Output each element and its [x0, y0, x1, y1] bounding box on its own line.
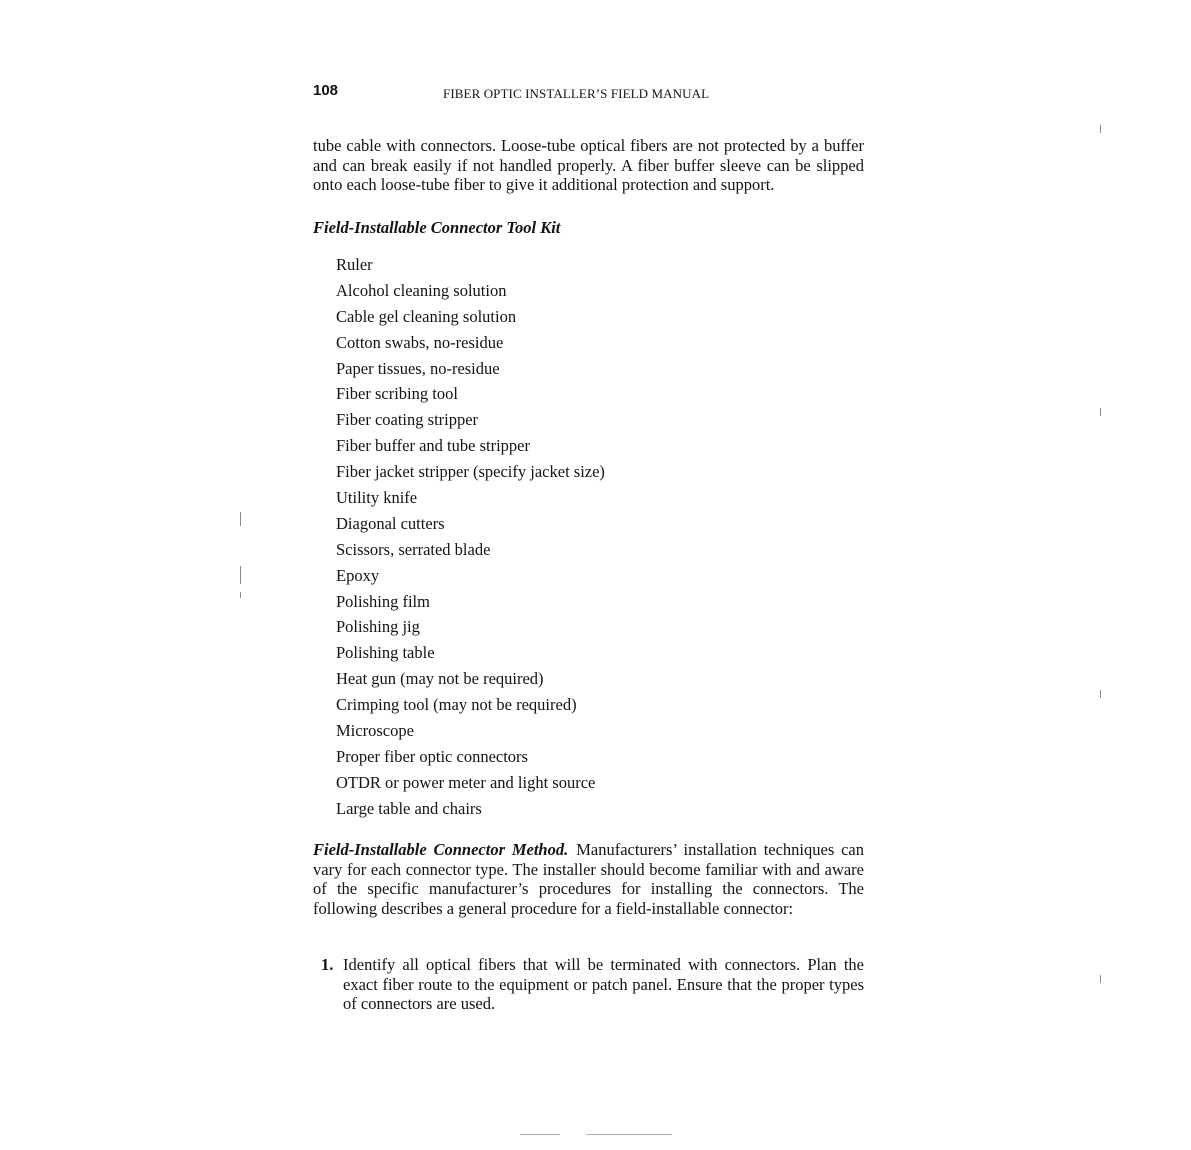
- tool-kit-item: Cable gel cleaning solution: [336, 306, 517, 326]
- tool-kit-heading: Field-Installable Connector Tool Kit: [313, 218, 561, 237]
- scan-mark-left-3: [240, 592, 241, 598]
- tool-kit-item: Polishing film: [336, 591, 430, 611]
- tool-kit-item: Polishing table: [336, 643, 435, 663]
- tool-kit-item: Crimping tool (may not be required): [336, 695, 577, 715]
- tool-kit-item: Alcohol cleaning solution: [336, 280, 507, 300]
- scan-mark-bottom-2: [586, 1134, 672, 1135]
- scan-mark-right-4: [1100, 975, 1101, 983]
- tool-kit-list: [336, 252, 605, 822]
- running-title: FIBER OPTIC INSTALLER’S FIELD MANUAL: [443, 86, 710, 101]
- method-heading: Field-Installable Connector Method.: [313, 840, 569, 859]
- method-paragraph: [313, 840, 864, 918]
- tool-kit-item: Fiber scribing tool: [336, 384, 458, 404]
- scan-mark-right-1: [1100, 125, 1101, 133]
- step-text: Identify all optical fibers that will be terminated with connectors. Plan the exact fiber route to the equipment or patch panel. Ensure that the proper types of connectors are used.: [343, 955, 864, 1013]
- method-text: Manufacturers’ installation techniques can vary for each connector type. The installer should become familiar with and aware of the specific manufacturer’s procedures for installing the connectors. The following describes a general procedure for a field-installable connector:: [313, 840, 864, 918]
- tool-kit-item: Scissors, serrated blade: [336, 539, 491, 559]
- tool-kit-item: Large table and chairs: [336, 798, 482, 818]
- tool-kit-item: Ruler: [336, 255, 373, 274]
- tool-kit-item: Polishing jig: [336, 617, 420, 637]
- tool-kit-item: Proper fiber optic connectors: [336, 746, 528, 766]
- tool-kit-item: Epoxy: [336, 565, 380, 585]
- scan-mark-left-2: [240, 566, 241, 584]
- scan-mark-bottom-1: [520, 1134, 560, 1135]
- tool-kit-item: Fiber buffer and tube stripper: [336, 436, 530, 456]
- tool-kit-item: Heat gun (may not be required): [336, 669, 544, 689]
- tool-kit-item: Utility knife: [336, 488, 418, 508]
- tool-kit-item: Microscope: [336, 721, 414, 741]
- tool-kit-item: Cotton swabs, no-residue: [336, 332, 504, 352]
- intro-paragraph: tube cable with connectors. Loose-tube optical fibers are not protected by a buffer and can break easily if not handled properly. A fiber buffer sleeve can be slipped onto each loose-tube fiber to give it additional protection and support.: [313, 136, 864, 194]
- scan-mark-right-2: [1100, 408, 1101, 416]
- tool-kit-item: Diagonal cutters: [336, 513, 445, 533]
- page-number: 108: [313, 82, 339, 99]
- tool-kit-item: Paper tissues, no-residue: [336, 358, 500, 378]
- tool-kit-item: OTDR or power meter and light source: [336, 772, 596, 792]
- running-head: [313, 82, 873, 106]
- scan-mark-right-3: [1100, 690, 1101, 698]
- step-number: 1.: [321, 955, 334, 974]
- tool-kit-item: Fiber coating stripper: [336, 410, 479, 430]
- tool-kit-item: Fiber jacket stripper (specify jacket size): [336, 462, 605, 482]
- scan-mark-left-1: [240, 512, 241, 526]
